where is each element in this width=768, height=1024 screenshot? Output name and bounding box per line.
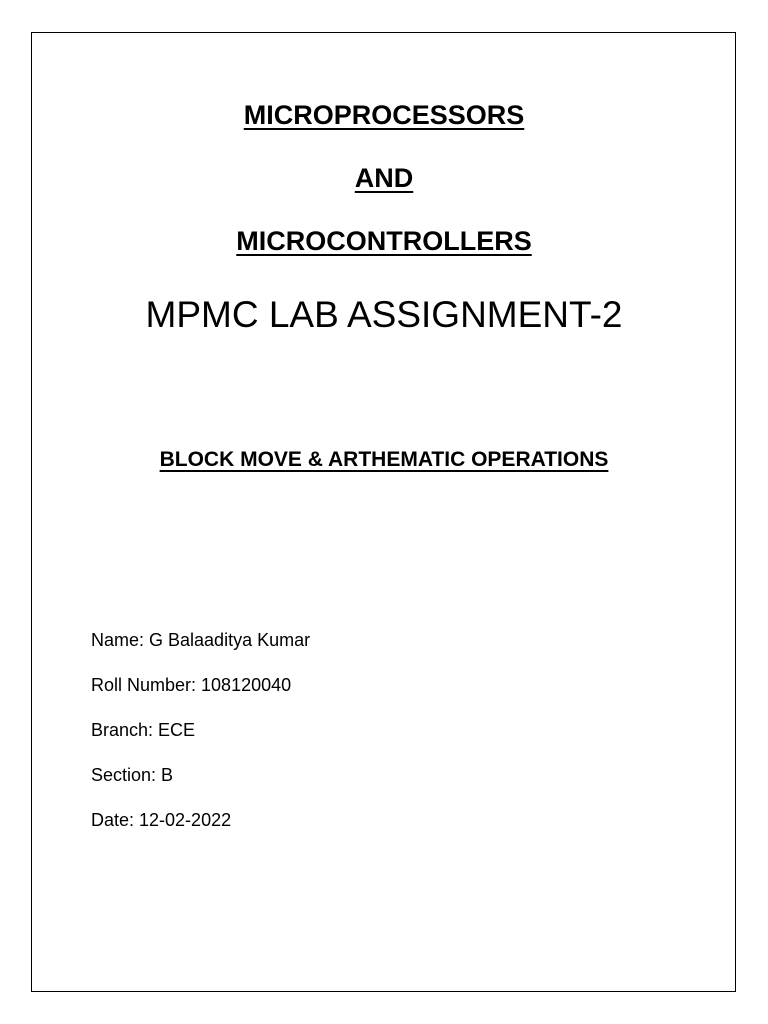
assignment-subtitle: BLOCK MOVE & ARTHEMATIC OPERATIONS (159, 448, 609, 471)
detail-name: Name: G Balaaditya Kumar (91, 630, 311, 650)
detail-date: Date: 12-02-2022 (91, 810, 232, 830)
detail-branch: Branch: ECE (91, 720, 196, 740)
detail-roll-number: Roll Number: 108120040 (91, 675, 292, 695)
title-line-3: MICROCONTROLLERS (236, 226, 532, 256)
title-line-2: AND (354, 163, 414, 193)
title-line-1: MICROPROCESSORS (243, 100, 525, 130)
assignment-title: MPMC LAB ASSIGNMENT-2 (145, 294, 623, 335)
student-details (91, 628, 310, 853)
detail-section: Section: B (91, 765, 174, 785)
